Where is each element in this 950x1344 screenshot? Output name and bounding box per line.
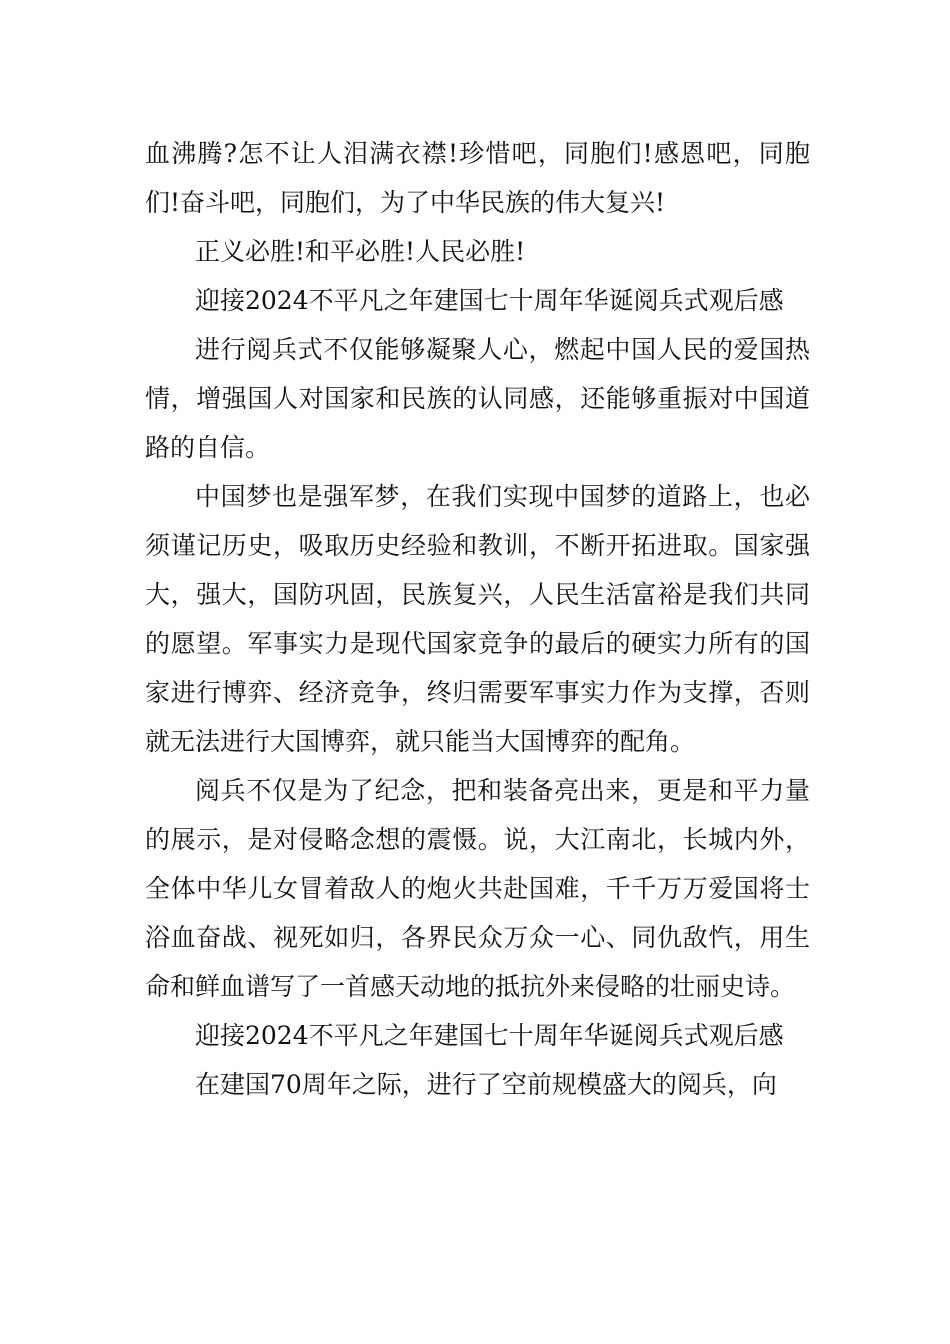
section-heading: 迎接2024不平凡之年建国七十周年华诞阅兵式观后感 [195, 286, 784, 315]
document-page [145, 129, 810, 1109]
paragraph-body: 进行阅兵式不仅能够凝聚人心，燃起中国人民的爱国热情，增强国人对国家和民族的认同感，还能够重振对中国道路的自信。 [145, 335, 810, 462]
paragraph-body: 阅兵不仅是为了纪念，把和装备亮出来，更是和平力量的展示，是对侵略念想的震慑。说，大江南北，长城内外，全体中华儿女冒着敌人的炮火共赴国难，千千万万爱国将士浴血奋战、视死如归，各界民众万众一心、同仇敌忾，用生命和鲜血谱写了一首感天动地的抵抗外来侵略的壮丽史诗。 [145, 776, 810, 1001]
paragraph-body: 在建国70周年之际，进行了空前规模盛大的阅兵，向 [195, 1070, 777, 1099]
paragraph-body: 中国梦也是强军梦，在我们实现中国梦的道路上，也必须谨记历史，吸取历史经验和教训，不断开拓进取。国家强大，强大，国防巩固，民族复兴，人民生活富裕是我们共同的愿望。军事实力是现代国家竞争的最后的硬实力所有的国家进行博弈、经济竞争，终归需要军事实力作为支撑，否则就无法进行大国博弈，就只能当大国博弈的配角。 [145, 482, 810, 756]
paragraph-continuation: 血沸腾?怎不让人泪满衣襟!珍惜吧，同胞们!感恩吧，同胞们!奋斗吧，同胞们，为了中华民族的伟大复兴! [145, 139, 810, 217]
section-heading: 迎接2024不平凡之年建国七十周年华诞阅兵式观后感 [195, 1021, 784, 1050]
paragraph-slogan: 正义必胜!和平必胜!人民必胜! [195, 237, 526, 266]
